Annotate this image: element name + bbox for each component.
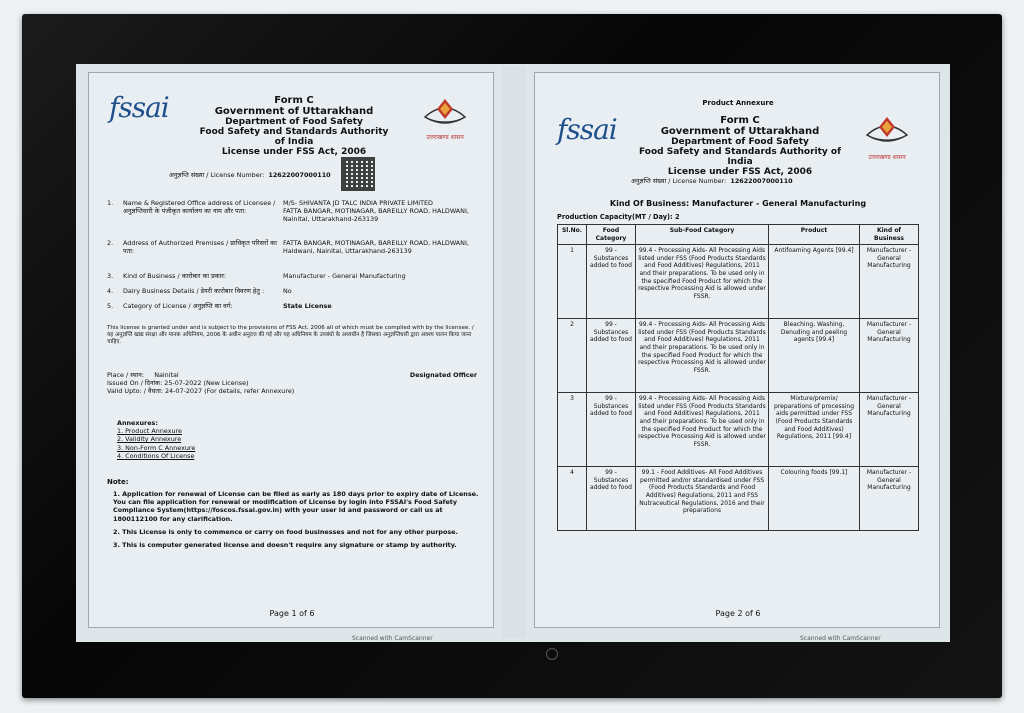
- page-number: Page 1 of 6: [269, 609, 315, 618]
- note-title: Note:: [107, 478, 129, 486]
- grant-text: This license is granted under and is subject to the provisions of FSS Act, 2006 all of which must be complied with by the licensee. / यह अनुज्ञप्ति खाद्य संरक्षा और मानक अधिनियम, 2006 के अधीन अनुदत्त की गई और यह अधिनियम के उपबंधो के अध्यधीन है जिसका अनुज्ञप्तिधारी द्वारा अवश्य पालन किया जाना चाहिए.: [107, 325, 474, 345]
- annexures-list: Annexures: 1. Product Annexure 2. Validity Annexure 3. Non-Form C Annexure 4. Conditions Of License: [117, 419, 196, 460]
- production-capacity: Production Capacity(MT / Day): 2: [557, 213, 680, 221]
- emblem-caption: उत्तराखण्ड शासन: [868, 154, 906, 161]
- table-row: 4 99 - Substances added to food 99.1 - Food Additives- All Food Additives permitted and/or standardised under FSS (Food Products Standards and Food Additives) Regulations, 2011 and FSS Nutraceutical Regulations, 2016 and their preparations Colouring foods [99.1] Manufacturer - General Manufacturing: [558, 467, 919, 531]
- hanging-hook-icon: [546, 648, 558, 660]
- table-row: 2 99 - Substances added to food 99.4 - Processing Aids- All Processing Aids listed under FSS (Food Products Standards and Food Additives) Regulations, 2011 and their preparations. To be used only in the specified Food Product for which the respective Processing Aid is allowed under FSSR. Bleaching, Washing, Denuding and peeling agents [99.4] Manufacturer - General Manufacturing: [558, 319, 919, 393]
- kind-of-business: Kind Of Business: Manufacturer - General Manufacturing: [609, 199, 867, 208]
- detail-row: 3. Kind of Business / कारोबार का प्रकार: Manufacturer - General Manufacturing: [107, 272, 406, 280]
- page-title: Form C Government of Uttarakhand Department of Food Safety Food Safety and Standards Authority of India License under FSS Act, 2006: [639, 115, 841, 177]
- notes: 1. Application for renewal of License can be filed as early as 180 days prior to expiry date of License. You can file application for renewal or modification of License by login into FSSAI's Food Safety Compliance System(https://foscos.fssai.gov.in) with your user id and password or call us at 1800112100 for any clarification. 2. This License is only to commence or carry on food businesses and not for any other purpose. 3. This is computer generated license and doesn't require any signature or stamp by authority.: [113, 490, 479, 550]
- annexure-link[interactable]: 3. Non-Form C Annexure: [117, 443, 196, 452]
- license-number-row: अनुज्ञप्ति संख्या / License Number: 12622007000110: [169, 171, 331, 179]
- license-page-1: [88, 72, 494, 628]
- table-row: 3 99 - Substances added to food 99.4 - Processing Aids- All Processing Aids listed under FSS (Food Products Standards and Food Additives) Regulations, 2011 and their preparations. To be used only in the specified Food Product for which the respective Processing Aid is allowed under FSSR. Mixture/premix/ preparations of processing aids permitted under FSS (Food Products Standards and Food Additives) Regulations, 2011 [99.4] Manufacturer - General Manufacturing: [558, 393, 919, 467]
- license-number-row: अनुज्ञप्ति संख्या / License Number: 12622007000110: [631, 177, 793, 185]
- page-title: Form C Government of Uttarakhand Department of Food Safety Food Safety and Standards Authority of India License under FSS Act, 2006: [199, 95, 389, 157]
- license-page-2: [534, 72, 940, 628]
- page-gap: [502, 66, 526, 638]
- issue-block: Place / स्थान: Nainital Designated Officer Issued On / दिनांक: 25-07-2022 (New License) Valid Upto: / वैधता: 24-07-2027 (For details, refer Annexure): [107, 371, 477, 396]
- scan-watermark: Scanned with CamScanner: [800, 635, 881, 642]
- uttarakhand-emblem-icon: [423, 95, 467, 131]
- fssai-logo: fssai: [557, 113, 617, 146]
- annexure-title: Product Annexure: [702, 99, 774, 107]
- designated-officer: Designated Officer: [409, 371, 477, 379]
- scan-watermark: Scanned with CamScanner: [352, 635, 433, 642]
- detail-row: 1. Name & Registered Office address of Licensee / अनुज्ञप्तिधारी के पंजीकृत कार्यालय का नाम और पता: M/S- SHIVANTA JD TALC INDIA PRIVATE LIMITED FATTA BANGAR, MOTINAGAR, BAREILLY ROAD, HALDWANI, Nainital, Uttarakhand-263139: [107, 199, 469, 224]
- table-row: 1 99 - Substances added to food 99.4 - Processing Aids- All Processing Aids listed under FSS (Food Products Standards and Food Additives) Regulations, 2011 and their preparations. To be used only in the specified Food Product for which the respective Processing Aid is allowed under FSSR. Antifoaming Agents [99.4] Manufacturer - General Manufacturing: [558, 245, 919, 319]
- product-table: [557, 224, 919, 531]
- license-details: [107, 199, 482, 317]
- detail-row: 5. Category of License / अनुज्ञप्ति का वर्ग: State License: [107, 302, 332, 310]
- detail-row: 2. Address of Authorized Premises / प्राधिकृत परिसरों का पता: FATTA BANGAR, MOTINAGAR, BAREILLY ROAD, HALDWANI, Haldwani, Nainital, Uttarakhand-263139: [107, 239, 469, 256]
- annexure-link[interactable]: 2. Validity Annexure: [117, 435, 182, 444]
- fssai-logo: fssai: [109, 91, 169, 124]
- emblem-caption: उत्तराखण्ड शासन: [426, 134, 464, 141]
- table-header: Sl.No. Food Category Sub-Food Category Product Kind of Business: [558, 225, 919, 245]
- annexure-link[interactable]: 1. Product Annexure: [117, 427, 182, 436]
- detail-row: 4. Dairy Business Details / डेयरी कारोबार विवरण हेतु : No: [107, 287, 292, 295]
- page-number: Page 2 of 6: [715, 609, 761, 618]
- qr-code-icon: [341, 157, 375, 191]
- uttarakhand-emblem-icon: [865, 113, 909, 149]
- annexure-link[interactable]: 4. Conditions Of License: [117, 451, 195, 460]
